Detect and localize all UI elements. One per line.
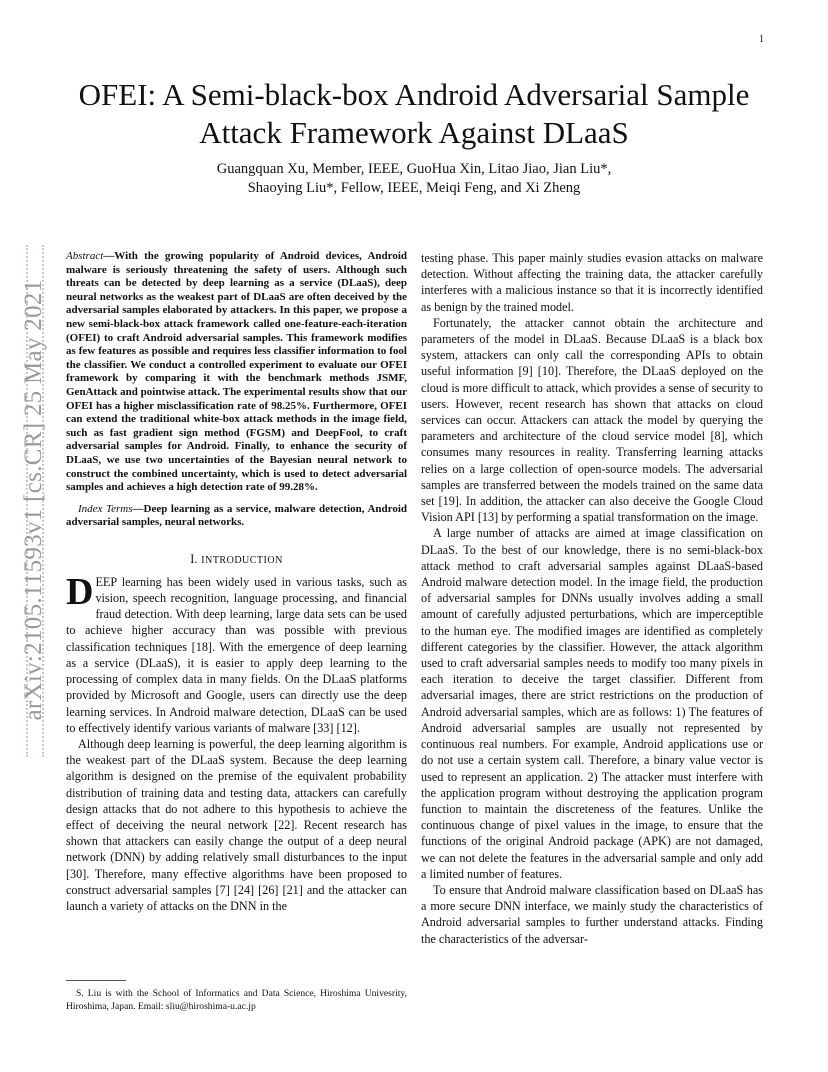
index-terms-label: Index Terms xyxy=(78,502,133,515)
abstract-label: Abstract xyxy=(66,250,104,262)
author-list xyxy=(60,160,768,198)
drop-cap: D xyxy=(66,570,94,613)
index-terms xyxy=(66,503,407,530)
left-column xyxy=(66,250,407,914)
page-number: 1 xyxy=(759,34,764,45)
intro-paragraph-1 xyxy=(66,570,407,736)
section-title: INTRODUCTION xyxy=(201,554,283,566)
author-line-2: Shaoying Liu*, Fellow, IEEE, Meiqi Feng, and Xi Zheng xyxy=(247,180,581,196)
intro-paragraph-1-text: EEP learning has been widely used in various tasks, such as vision, speech recognition, language processing, and financial fraud detection. With deep learning, large data sets can be used to achieve higher accuracy than was possible with previous classification techniques [18]. With the emergence of deep learning as a service (DLaaS), it is easier to apply deep learning to the processing of complex data in many fields. On the DLaaS platforms provided by Microsoft and Google, users can directly use the deep learning services. In Android malware detection, DLaaS can be used to effectively identify various variants of malware [33] [12]. xyxy=(66,574,407,735)
arxiv-stamp[interactable]: arXiv:2105.11593v1 [cs.CR] 25 May 2021 xyxy=(20,279,47,721)
section-number: I. xyxy=(190,551,198,566)
right-column xyxy=(421,250,763,947)
section-heading-introduction xyxy=(66,552,407,567)
abstract-text: —With the growing popularity of Android devices, Android malware is seriously threatening the safety of users. Although such threats can be detected by deep learning as a service (DLaaS), deep neural networks as the weakest part of DLaaS are often deceived by the adversarial samples elaborated by attackers. In this paper, we propose a new semi-black-box attack framework called one-feature-each-iteration (OFEI) to craft Android adversarial samples. This framework modifies as few features as possible and requires less classifier information to fool the classifier. We conduct a controlled experiment to evaluate our OFEI framework by comparing it with the benchmark methods JSMF, GenAttack and pointwise attack. The experimental results show that our OFEI has a higher misclassification rate of 98.25%. Furthermore, OFEI can extend the traditional white-box attack methods in the image field, such as fast gradient sign method (FGSM) and DeepFool, to craft adversarial samples for Android. Finally, to enhance the security of DLaaS, we use two uncertainties of the Bayesian neural network to construct the combined uncertainty, which is used to detect adversarial samples and achieves a high detection rate of 99.28%. xyxy=(66,250,407,494)
right-paragraph-1: testing phase. This paper mainly studies evasion attacks on malware detection. Without affecting the training data, the attacker carefully interferes with a malicious instance so that it is incorrectly identified as benign by the trained model. xyxy=(421,251,763,314)
right-paragraph-4: To ensure that Android malware classification based on DLaaS has a more secure DNN interface, we mainly study the characteristics of Android adversarial samples to further understand attacks. Finding the characteristics of the adversar- xyxy=(421,882,763,946)
index-terms-text: —Deep learning as a service, malware detection, Android adversarial samples, neural networks. xyxy=(66,502,407,529)
paper-title: OFEI: A Semi-black-box Android Adversarial Sample Attack Framework Against DLaaS xyxy=(78,77,750,150)
intro-paragraph-2: Although deep learning is powerful, the deep learning algorithm is the weakest part of the DLaaS system. Because the deep learning algorithm is designed on the premise of the equivalent probability distribution of training data and testing data, attackers can carefully design attacks that do not adhere to this hypothesis to achieve the effect of deceiving the neural network [22]. Recent research has shown that attackers can easily change the output of a deep neural network (DNN) by adding relatively small disturbances to the input [30]. Therefore, many effective algorithms have been proposed to construct adversarial samples [7] [24] [26] [21] and the attacker can launch a variety of attacks on the DNN in the xyxy=(66,736,407,913)
right-paragraph-2: Fortunately, the attacker cannot obtain the architecture and parameters of the model in DLaaS. Because DLaaS is a black box system, attackers can only call the corresponding APIs to obtain useful information [9] [10]. Therefore, the DLaaS deployed on the cloud is more difficult to attack, which provides a sense of security to users. However, recent research has shown that attacks on cloud services can occur. Attackers can attack the model by querying the parameters and architecture of the cloud service model [8], which consumes many resources in reality. Transferring learning attacks relies on a large collection of open-source models. The adversarial samples are transferred between the models trained on the same data set [19]. In addition, the attacker can also deceive the Google Cloud Vision API [13] by performing a spatial transformation on the image. xyxy=(421,315,763,525)
footnote-rule xyxy=(66,980,126,981)
footnote: S. Liu is with the School of Informatics and Data Science, Hiroshima Univesrity, Hiroshima, Japan. Email: sliu@hiroshima-u.ac.jp xyxy=(66,988,407,1012)
right-paragraph-3: A large number of attacks are aimed at image classification on DLaaS. To the best of our knowledge, there is no semi-black-box attack method to craft adversarial samples against DLaaS-based Android malware detection model. In the image field, the production of adversarial samples for DNNs usually involves adding a small amount of carefully adjusted perturbations, which are imperceptible to the human eye. The modified images are identified as completely different categories by the classifier. However, the attack algorithm used to craft adversarial samples needs to modify too many pixels in each iteration to deceive the target classifier. Different from adversarial images, there are strict restrictions on the production of Android adversarial samples, which are as follows: 1) The features of Android adversarial samples are usually not represented by continuous real numbers. For example, Android applications use or do not use a certain system call. Therefore, a binary value vector is used to represent an application. 2) The attacker must interfere with the application program without destroying the application program function to maintain the discreteness of the features. Unlike the continuous change of pixel values in the image, to ensure that the functions of the original Android package (APK) are not damaged, we can not delete the features in the adversarial sample and only add a limited number of features. xyxy=(421,526,763,881)
author-line-1: Guangquan Xu, Member, IEEE, GuoHua Xin, Litao Jiao, Jian Liu*, xyxy=(216,161,612,177)
abstract xyxy=(66,250,407,495)
